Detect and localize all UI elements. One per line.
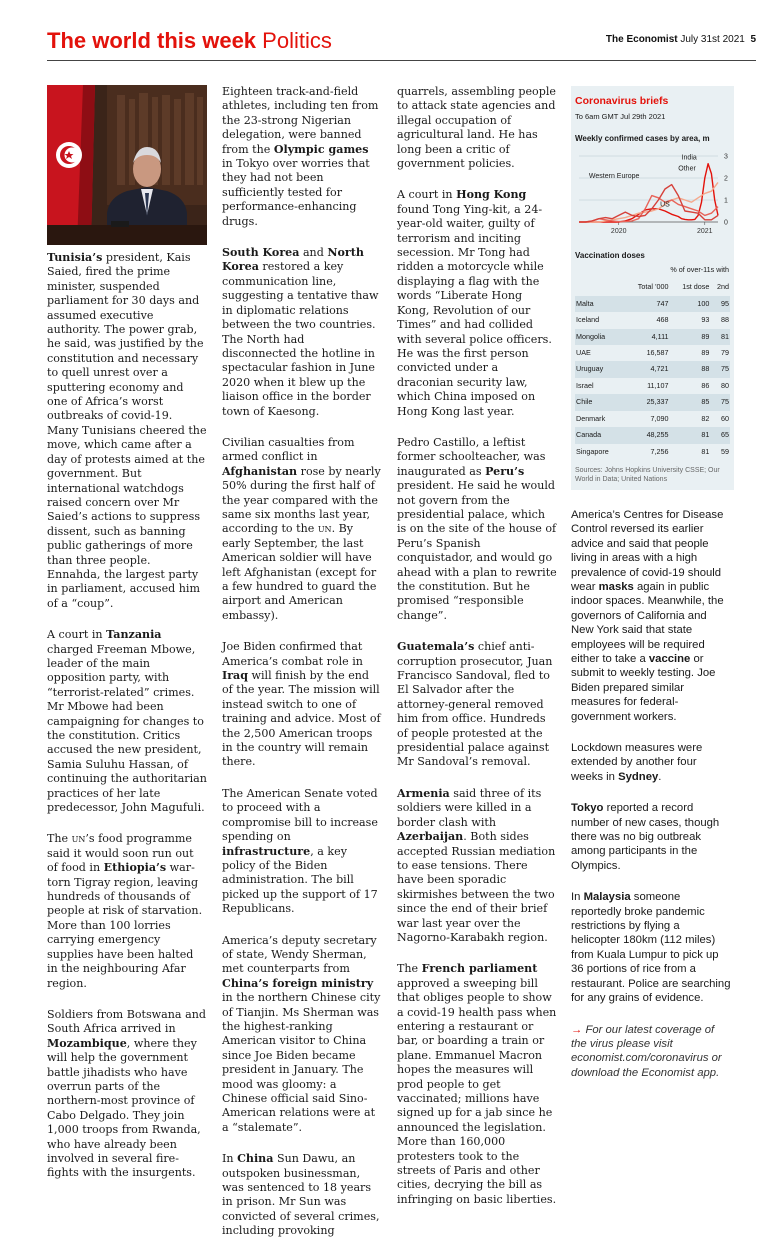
vacc-second-dose: 95 (710, 296, 730, 312)
vacc-header-blank (575, 279, 624, 295)
paragraph (222, 934, 382, 1136)
text-run: found Tong Ying-kit, a 24-year-old waiter, guilty of terrorism and inciting secession. Mr Tong had ridden a motorcycle while displaying a flag with the words “Liberate Hong Kong, Revolution of our Times” and had collided with several police officers. He was the first person convicted under a draconian security law, which China imposed on Hong Kong last year. (397, 202, 552, 418)
paragraph (47, 1008, 207, 1181)
vacc-total: 747 (624, 296, 670, 312)
vacc-header-total: Total ’000 (637, 282, 669, 292)
text-run: . Both sides accepted Russian mediation to ease tensions. There have been sporadic skirmishes between the two since the end of their brief war last year over the Nagorno-Karabakh region. (397, 830, 556, 944)
column-1 (47, 85, 207, 1198)
bold-term: French parliament (421, 962, 538, 976)
bold-term: vaccine (648, 652, 691, 665)
text-run: approved a sweeping bill that obliges people to show a covid-19 health pass when entering a restaurant or bar, or boarding a train or plane. Emmanuel Macron hopes the measures will prod people to get vaccinated; millions have signed up for a jab since he announced the legislation. More than 160,000 protesters took to the streets of Paris and other cities, decrying the bill as infringing on basic liberties. (397, 976, 557, 1206)
page-number: 5 (750, 34, 756, 45)
text-run: in Tokyo over worries that they had not been sufficiently tested for performance-enhancing drugs. (222, 157, 370, 228)
text-run: charged Freeman Mbowe, leader of the main opposition party, with “terrorist-related” crimes. Mr Mbowe had been campaigning for changes to the constitution. Critics accused the new president, Samia Suluhu Hassan, of continuing the authoritarian practices of her late predecessor, John Magufuli. (47, 642, 207, 815)
briefs-title: Coronavirus briefs (575, 95, 669, 107)
text-run: someone reportedly broke pandemic restrictions by flying a helicopter 180km (112 miles) from Kuala Lumpur to pick up 36 portions of rice from a restaurant. Police are searching for any grains of evidence. (571, 891, 731, 1005)
text-run: chief anti-corruption prosecutor, Juan Francisco Sandoval, fled to El Salvador after the attorney-general removed him from office. Hundreds of people protested at the presidential palace against Mr Sandoval’s removal. (397, 640, 553, 769)
vacc-first-dose: 100 (670, 296, 711, 312)
column-4 (571, 86, 731, 1097)
text-run: war-torn Tigray region, leaving hundreds of thousands of people at risk of starvation. More than 100 lorries carrying emergency supplies have been halted in the neighbouring Afar region. (47, 861, 203, 990)
vaccination-row (575, 312, 730, 328)
vacc-total: 4,721 (624, 361, 670, 377)
text-run: again in public indoor spaces. Meanwhile, the governors of California and New York said that state employees will be required either to take a (571, 580, 724, 665)
bold-term: Olympic games (273, 142, 369, 156)
y-tick-label: 0 (724, 219, 728, 227)
paragraph (571, 741, 731, 784)
bold-term: Tanzania (106, 628, 162, 642)
vacc-second-dose: 88 (721, 315, 729, 325)
series-label: Western Europe (588, 173, 640, 181)
vaccination-row (575, 394, 730, 410)
vacc-country: Canada (575, 427, 624, 443)
cases-line-chart (575, 146, 730, 238)
text-run: In (571, 891, 584, 904)
vacc-second-dose: 65 (710, 427, 730, 443)
paragraph (222, 1152, 382, 1238)
x-tick-label: 2020 (610, 228, 627, 236)
column-3 (397, 85, 557, 1224)
vacc-second-dose: 81 (710, 329, 730, 345)
vacc-total: 468 (656, 315, 669, 325)
text-run: . (658, 770, 662, 783)
text-run: will finish by the end of the year. The mission will instead switch to one of training and advice. Most of the 2,500 American troops in the country will remain there. (222, 669, 381, 769)
text-run: ’s food programme said it would soon run out of food in (47, 832, 194, 875)
vacc-second-dose: 75 (710, 394, 730, 410)
text-run: or submit to weekly testing. Joe Biden prepared similar measures for federal-government workers. (571, 652, 716, 723)
y-tick-label: 1 (724, 197, 728, 205)
vaccination-row (575, 329, 730, 345)
vacc-total: 4,111 (624, 329, 670, 345)
vaccination-row (575, 378, 730, 394)
text-run: America’s Centres for Disease Control reversed its earlier advice and said that people living in areas with a high prevalence of covid-19 should wear (571, 508, 724, 593)
paragraph (397, 436, 557, 623)
text-run: . By early September, the last American soldier will have left Afghanistan (except for a few hundred to guard the airport and American embassy). (222, 522, 377, 622)
paragraph (397, 787, 557, 945)
vaccination-row (575, 361, 730, 377)
paragraph (47, 251, 207, 611)
series-label: Other (678, 165, 696, 173)
vaccination-row (575, 296, 730, 312)
text-run: said three of its soldiers were killed in a border clash with (397, 786, 542, 829)
vacc-first-dose: 88 (670, 361, 711, 377)
chart-sources: Sources: Johns Hopkins University CSSE; Our World in Data; United Nations (575, 466, 720, 483)
paragraph (397, 640, 557, 770)
text-run: restored a key communication line, suggesting a tentative thaw in diplomatic relations between the two countries. The North had disconnected the hotline in spectacular fashion in June 2020 when it blew up the liaison office in the border town of Kaesong. (222, 260, 379, 418)
small-caps-text: un (317, 522, 332, 536)
subsection-name: Politics (262, 28, 332, 53)
vacc-first-dose: 93 (701, 315, 710, 325)
paragraph (571, 890, 731, 1005)
vacc-first-dose: 81 (670, 427, 711, 443)
vacc-first-dose: 85 (670, 394, 711, 410)
y-tick-label: 2 (724, 175, 728, 183)
y-tick-label: 3 (724, 153, 728, 161)
briefs-timestamp: To 6am GMT Jul 29th 2021 (575, 112, 666, 122)
vaccination-row (575, 427, 730, 443)
text-run: rose by nearly 50% during the first half of the year compared with the same six months last year, according to the (222, 464, 381, 536)
vaccination-rows (575, 296, 730, 460)
paragraph (47, 832, 207, 990)
publication-name: The Economist (605, 34, 678, 45)
bold-term: Iraq (222, 669, 248, 683)
text-run: Pedro Castillo, a leftist former schoolteacher, was inaugurated as (397, 435, 546, 478)
bold-term: Armenia (397, 786, 450, 800)
vacc-total: 11,107 (647, 380, 669, 390)
vacc-first-dose: 81 (701, 446, 710, 456)
paragraph (397, 85, 557, 171)
vacc-country: Iceland (576, 315, 600, 325)
text-run: A court in (47, 628, 107, 642)
text-run: quarrels, assembling people to attack state agencies and illegal occupation of agricultural land. He has long been a critic of government policies. (397, 85, 556, 171)
bold-term: Tokyo (571, 802, 604, 815)
paragraph (397, 962, 557, 1207)
vacc-country: Uruguay (575, 361, 624, 377)
text-run: Joe Biden confirmed that America’s combat role in (222, 640, 363, 668)
header-rule (47, 60, 756, 61)
series-label: India (681, 154, 697, 162)
bold-term: Azerbaijan (397, 830, 464, 844)
text-run: America’s deputy secretary of state, Wendy Sherman, met counterparts from (222, 933, 377, 976)
text-run: and (299, 246, 328, 260)
bold-term: Ethiopia’s (103, 861, 167, 875)
series-label: US (660, 201, 670, 209)
vacc-second-dose: 59 (721, 446, 729, 456)
bold-term: Tunisia’s (47, 251, 103, 264)
text-run: , a key policy of the Biden administration. The bill picked up the support of 17 Republicans. (222, 844, 378, 916)
vacc-first-dose: 89 (701, 348, 710, 358)
bold-term: Mozambique (47, 1036, 127, 1050)
text-run: The (397, 962, 422, 976)
paragraph (222, 787, 382, 917)
coronavirus-briefs-box (571, 86, 734, 490)
text-run: Civilian casualties from armed conflict in (222, 435, 355, 464)
bold-term: China’s foreign ministry (222, 976, 374, 990)
issue-date: July 31st 2021 (680, 34, 745, 45)
bold-term: infrastructure (222, 844, 311, 858)
vacc-second-dose: 75 (710, 361, 730, 377)
vaccination-row (575, 444, 730, 460)
vacc-total: 16,587 (646, 348, 669, 358)
vacc-total: 7,256 (650, 446, 669, 456)
vaccination-row (575, 411, 730, 427)
text-run: Lockdown measures were extended by another four weeks in (571, 742, 703, 783)
small-caps-text: un (71, 832, 86, 846)
column-2 (222, 85, 382, 1256)
bold-term: masks (598, 580, 634, 593)
vacc-total: 7,090 (650, 413, 669, 423)
text-run: president, Kais Saied, fired the prime minister, suspended parliament for 30 days and assumed executive authority. The power grab, he said, was justified by the constitution and necessary to quell unrest over a sputtering economy and one of Africa’s worst outbreaks of covid-19. Many Tunisians cheered the move, which came after a day of protests aimed at the government. But international watchdogs raised concern over Mr Saied’s actions to suppress dissent, such as banning public gatherings of more than three people. Ennahda, the largest party in parliament, accused him of a “coup”. (47, 251, 207, 610)
bold-term: Malaysia (583, 891, 631, 904)
section-name: The world this week (47, 28, 257, 53)
vaccination-title: Vaccination doses (575, 250, 645, 260)
vacc-header-2nd: 2nd (717, 282, 729, 292)
bold-term: South Korea (222, 246, 300, 260)
vacc-first-dose: 86 (701, 380, 710, 390)
bold-term: Guatemala’s (397, 640, 475, 654)
text-run: in the northern Chinese city of Tianjin. Ms Sherman was the highest-ranking American visitor to China since Joe Biden became president in January. The mood was gloomy: a Chinese official said Sino-American relations were at a “stalemate”. (222, 991, 381, 1134)
vaccination-row (575, 345, 730, 361)
vacc-second-dose: 79 (721, 348, 729, 358)
vacc-country: Israel (576, 380, 594, 390)
vacc-country: Denmark (576, 413, 606, 423)
paragraph (571, 508, 731, 724)
text-run: In (222, 1152, 238, 1166)
paragraph (222, 436, 382, 623)
vacc-total: 48,255 (624, 427, 670, 443)
arrow-right-icon: → (571, 1023, 583, 1036)
bold-term: Afghanistan (222, 464, 298, 478)
vacc-second-dose: 60 (721, 413, 729, 423)
paragraph (222, 85, 382, 229)
bold-term: North Korea (222, 246, 364, 274)
bold-term: Peru’s (485, 464, 525, 478)
vacc-country: Mongolia (575, 329, 624, 345)
text-run: The (47, 832, 72, 846)
text-run: A court in (397, 188, 457, 202)
text-run: , where they will help the government battle jihadists who have overrun parts of the northern-most province of Cabo Delgado. They join 1,000 troops from Rwanda, who have already been involved in several fire-fights with the insurgents. (47, 1036, 201, 1180)
vacc-country: Singapore (576, 446, 609, 456)
vacc-header-1st: 1st dose (682, 282, 710, 292)
promo-text: For our latest coverage of the virus please visit economist.com/coronavirus or download the Economist app. (571, 1023, 722, 1079)
text-run: Sun Dawu, an outspoken businessman, was sentenced to 18 years in prison. Mr Sun was convicted of several crimes, including provoking (222, 1152, 380, 1238)
bold-term: Sydney (618, 770, 659, 783)
vacc-first-dose: 89 (670, 329, 711, 345)
bold-term: China (237, 1152, 274, 1166)
publication-line (606, 34, 756, 45)
paragraph (222, 246, 382, 419)
paragraph (397, 188, 557, 419)
vacc-first-dose: 82 (701, 413, 710, 423)
vacc-second-dose: 80 (721, 380, 729, 390)
vaccination-table (575, 279, 730, 459)
text-run: Soldiers from Botswana and South Africa arrived in (47, 1007, 206, 1036)
x-tick-label: 2021 (696, 228, 713, 236)
paragraph (571, 801, 731, 873)
section-title (47, 28, 332, 54)
vacc-pct-header: % of over-11s with (670, 265, 729, 275)
bold-term: Hong Kong (456, 188, 527, 202)
coverage-promo-link[interactable] (571, 1023, 731, 1081)
column-4-text (571, 508, 731, 1080)
photo-kais-saied (47, 85, 207, 245)
vacc-country: UAE (576, 348, 591, 358)
vacc-country: Chile (575, 394, 624, 410)
photo-illustration (47, 85, 207, 245)
vacc-country: Malta (575, 296, 624, 312)
paragraph (222, 640, 382, 770)
vacc-total: 25,337 (624, 394, 670, 410)
text-run: reported a record number of new cases, though there was no big outbreak among participants in the Olympics. (571, 802, 720, 872)
text-run: The American Senate voted to proceed with a compromise bill to increase spending on (222, 786, 378, 844)
paragraph (47, 628, 207, 815)
text-run: president. He said he would not govern from the presidential palace, which is on the site of the house of Peru’s Spanish conquistador, and would go ahead with a plan to rewrite the constitution. But he promised “responsible change”. (397, 479, 557, 622)
text-run: Eighteen track-and-field athletes, including ten from the 23-strong Nigerian delegation, were banned from the (222, 85, 379, 156)
chart-subtitle: Weekly confirmed cases by area, m (575, 133, 710, 143)
